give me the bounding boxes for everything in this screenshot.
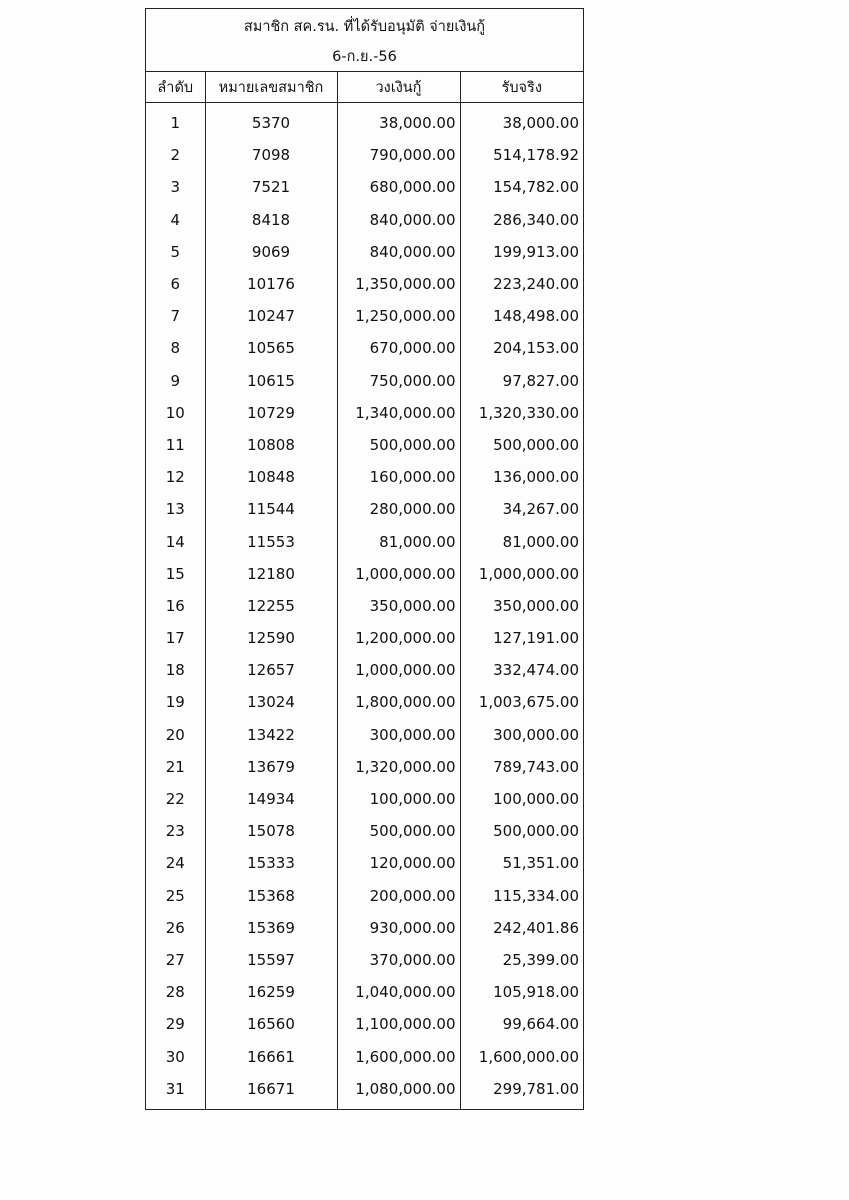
cell-sequence: 17: [165, 629, 185, 648]
cell-amount-received: 1,320,330.00: [460, 397, 583, 429]
cell-amount-received: 500,000.00: [460, 429, 583, 461]
table-title-block: [146, 9, 583, 72]
cell-loan-limit: 120,000.00: [337, 847, 460, 879]
column-header-loan-limit: วงเงินกู้: [337, 72, 460, 103]
table-row: [146, 103, 583, 140]
cell-loan-limit: 680,000.00: [337, 171, 460, 203]
column-header-member-number: หมายเลขสมาชิก: [205, 72, 337, 103]
cell-loan-limit: 1,040,000.00: [337, 976, 460, 1008]
table-row: [146, 268, 583, 300]
cell-sequence: 26: [165, 918, 185, 937]
cell-sequence: 16: [165, 596, 185, 615]
cell-member-number: 9069: [205, 236, 337, 268]
cell-sequence: 4: [170, 210, 181, 229]
cell-member-number: 12657: [205, 654, 337, 686]
cell-amount-received: 199,913.00: [460, 236, 583, 268]
cell-amount-received: 34,267.00: [460, 493, 583, 525]
cell-loan-limit: 38,000.00: [337, 103, 460, 140]
cell-loan-limit: 750,000.00: [337, 365, 460, 397]
cell-sequence: 8: [170, 339, 181, 358]
table-row: [146, 171, 583, 203]
cell-loan-limit: 1,350,000.00: [337, 268, 460, 300]
cell-loan-limit: 1,100,000.00: [337, 1008, 460, 1040]
table-row: [146, 654, 583, 686]
cell-member-number: 8418: [205, 204, 337, 236]
cell-member-number: 10615: [205, 365, 337, 397]
cell-amount-received: 105,918.00: [460, 976, 583, 1008]
table-row: [146, 944, 583, 976]
cell-sequence: 19: [165, 693, 185, 712]
cell-amount-received: 350,000.00: [460, 590, 583, 622]
cell-amount-received: 300,000.00: [460, 719, 583, 751]
table-row: [146, 815, 583, 847]
cell-sequence: 29: [165, 1015, 185, 1034]
cell-amount-received: 136,000.00: [460, 461, 583, 493]
cell-loan-limit: 1,000,000.00: [337, 558, 460, 590]
cell-sequence: 21: [165, 757, 185, 776]
cell-loan-limit: 160,000.00: [337, 461, 460, 493]
table-row: [146, 719, 583, 751]
cell-loan-limit: 1,080,000.00: [337, 1073, 460, 1109]
cell-member-number: 16671: [205, 1073, 337, 1109]
table-row: [146, 880, 583, 912]
cell-member-number: 10247: [205, 300, 337, 332]
cell-loan-limit: 100,000.00: [337, 783, 460, 815]
table-row: [146, 783, 583, 815]
cell-member-number: 11553: [205, 525, 337, 557]
cell-sequence: 7: [170, 307, 181, 326]
cell-amount-received: 332,474.00: [460, 654, 583, 686]
cell-sequence: 11: [165, 435, 185, 454]
cell-sequence: 22: [165, 790, 185, 809]
cell-member-number: 12590: [205, 622, 337, 654]
cell-sequence: 3: [170, 178, 181, 197]
cell-member-number: 10848: [205, 461, 337, 493]
table-row: [146, 332, 583, 364]
cell-loan-limit: 1,250,000.00: [337, 300, 460, 332]
table-row: [146, 300, 583, 332]
cell-amount-received: 115,334.00: [460, 880, 583, 912]
table-row: [146, 622, 583, 654]
cell-sequence: 28: [165, 983, 185, 1002]
cell-loan-limit: 280,000.00: [337, 493, 460, 525]
cell-loan-limit: 1,320,000.00: [337, 751, 460, 783]
cell-loan-limit: 1,200,000.00: [337, 622, 460, 654]
table-row: [146, 397, 583, 429]
cell-amount-received: 223,240.00: [460, 268, 583, 300]
cell-sequence: 6: [170, 275, 181, 294]
table-row: [146, 525, 583, 557]
cell-amount-received: 1,000,000.00: [460, 558, 583, 590]
cell-loan-limit: 370,000.00: [337, 944, 460, 976]
cell-member-number: 13024: [205, 686, 337, 718]
cell-loan-limit: 670,000.00: [337, 332, 460, 364]
cell-amount-received: 100,000.00: [460, 783, 583, 815]
cell-member-number: 11544: [205, 493, 337, 525]
table-row: [146, 912, 583, 944]
cell-member-number: 14934: [205, 783, 337, 815]
cell-sequence: 13: [165, 500, 185, 519]
cell-member-number: 10565: [205, 332, 337, 364]
cell-amount-received: 154,782.00: [460, 171, 583, 203]
table-row: [146, 590, 583, 622]
cell-loan-limit: 81,000.00: [337, 525, 460, 557]
cell-sequence: 31: [165, 1079, 185, 1098]
cell-member-number: 12255: [205, 590, 337, 622]
table-row: [146, 493, 583, 525]
table-row: [146, 204, 583, 236]
table-row: [146, 1008, 583, 1040]
cell-loan-limit: 1,340,000.00: [337, 397, 460, 429]
column-header-sequence: ลำดับ: [146, 72, 205, 103]
table-row: [146, 686, 583, 718]
cell-member-number: 16560: [205, 1008, 337, 1040]
cell-member-number: 5370: [205, 103, 337, 140]
cell-amount-received: 514,178.92: [460, 139, 583, 171]
cell-loan-limit: 300,000.00: [337, 719, 460, 751]
cell-amount-received: 127,191.00: [460, 622, 583, 654]
cell-loan-limit: 350,000.00: [337, 590, 460, 622]
table-body: [146, 103, 583, 1109]
cell-member-number: 12180: [205, 558, 337, 590]
cell-amount-received: 500,000.00: [460, 815, 583, 847]
cell-amount-received: 81,000.00: [460, 525, 583, 557]
cell-loan-limit: 500,000.00: [337, 429, 460, 461]
cell-member-number: 10808: [205, 429, 337, 461]
cell-amount-received: 789,743.00: [460, 751, 583, 783]
cell-member-number: 16259: [205, 976, 337, 1008]
cell-sequence: 1: [170, 114, 181, 133]
cell-loan-limit: 1,000,000.00: [337, 654, 460, 686]
cell-sequence: 10: [165, 403, 185, 422]
table-row: [146, 1040, 583, 1072]
cell-member-number: 15078: [205, 815, 337, 847]
cell-amount-received: 1,003,675.00: [460, 686, 583, 718]
cell-sequence: 27: [165, 950, 185, 969]
cell-sequence: 20: [165, 725, 185, 744]
cell-amount-received: 242,401.86: [460, 912, 583, 944]
table-row: [146, 558, 583, 590]
cell-loan-limit: 840,000.00: [337, 236, 460, 268]
cell-loan-limit: 930,000.00: [337, 912, 460, 944]
cell-sequence: 12: [165, 468, 185, 487]
cell-amount-received: 25,399.00: [460, 944, 583, 976]
cell-sequence: 23: [165, 822, 185, 841]
cell-member-number: 15597: [205, 944, 337, 976]
cell-amount-received: 204,153.00: [460, 332, 583, 364]
cell-sequence: 24: [165, 854, 185, 873]
cell-sequence: 5: [170, 242, 181, 261]
cell-amount-received: 148,498.00: [460, 300, 583, 332]
cell-sequence: 25: [165, 886, 185, 905]
cell-amount-received: 1,600,000.00: [460, 1040, 583, 1072]
cell-amount-received: 286,340.00: [460, 204, 583, 236]
cell-member-number: 15333: [205, 847, 337, 879]
table-row: [146, 461, 583, 493]
cell-amount-received: 97,827.00: [460, 365, 583, 397]
cell-loan-limit: 1,800,000.00: [337, 686, 460, 718]
cell-member-number: 15369: [205, 912, 337, 944]
cell-loan-limit: 1,600,000.00: [337, 1040, 460, 1072]
table-row: [146, 429, 583, 461]
cell-amount-received: 99,664.00: [460, 1008, 583, 1040]
document-title: สมาชิก สค.รน. ที่ได้รับอนุมัติ จ่ายเงินกู้: [243, 19, 486, 35]
cell-member-number: 13422: [205, 719, 337, 751]
cell-loan-limit: 200,000.00: [337, 880, 460, 912]
document-date: 6-ก.ย.-56: [332, 49, 397, 65]
column-header-amount-received: รับจริง: [460, 72, 583, 103]
table-row: [146, 236, 583, 268]
cell-member-number: 15368: [205, 880, 337, 912]
cell-loan-limit: 840,000.00: [337, 204, 460, 236]
cell-loan-limit: 500,000.00: [337, 815, 460, 847]
cell-member-number: 16661: [205, 1040, 337, 1072]
cell-amount-received: 299,781.00: [460, 1073, 583, 1109]
table-row: [146, 139, 583, 171]
loan-table: [146, 72, 583, 1109]
cell-loan-limit: 790,000.00: [337, 139, 460, 171]
table-row: [146, 1073, 583, 1109]
cell-sequence: 30: [165, 1047, 185, 1066]
cell-member-number: 7098: [205, 139, 337, 171]
loan-approval-table-frame: [145, 8, 584, 1110]
table-row: [146, 751, 583, 783]
cell-member-number: 10176: [205, 268, 337, 300]
cell-amount-received: 38,000.00: [460, 103, 583, 140]
cell-sequence: 15: [165, 564, 185, 583]
cell-member-number: 7521: [205, 171, 337, 203]
cell-amount-received: 51,351.00: [460, 847, 583, 879]
table-row: [146, 365, 583, 397]
table-row: [146, 976, 583, 1008]
cell-sequence: 18: [165, 661, 185, 680]
table-header-row: [146, 72, 583, 103]
cell-member-number: 10729: [205, 397, 337, 429]
cell-member-number: 13679: [205, 751, 337, 783]
cell-sequence: 14: [165, 532, 185, 551]
cell-sequence: 9: [170, 371, 181, 390]
cell-sequence: 2: [170, 146, 181, 165]
table-row: [146, 847, 583, 879]
